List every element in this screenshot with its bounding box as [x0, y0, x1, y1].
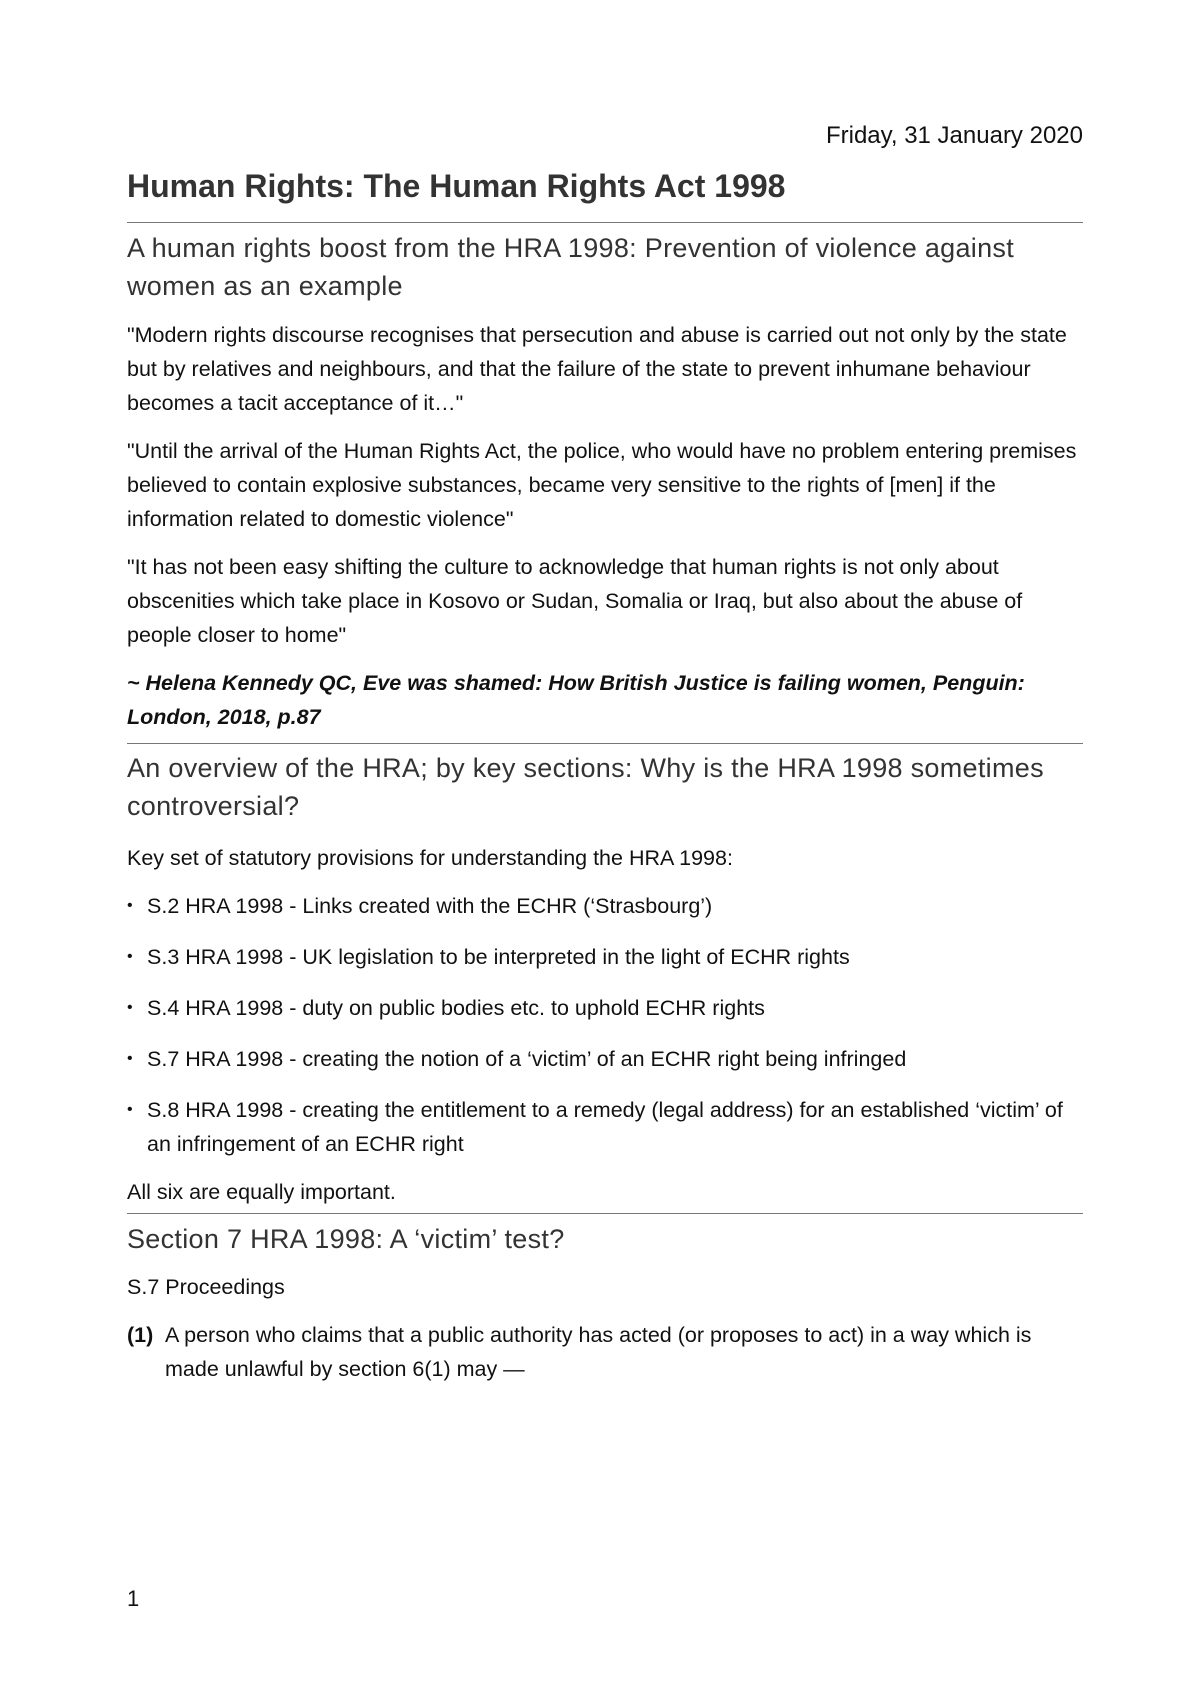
section-heading: Section 7 HRA 1998: A ‘victim’ test?: [127, 1224, 565, 1254]
section-divider: [127, 222, 1083, 223]
document-title: Human Rights: The Human Rights Act 1998: [127, 168, 786, 204]
bullet-icon: •: [127, 948, 133, 965]
section-divider: [127, 743, 1083, 744]
statute-clause: [127, 1318, 1083, 1386]
list-item-text: S.7 HRA 1998 - creating the notion of a ‘victim’ of an ECHR right being infringed: [147, 1047, 907, 1071]
list-item-text: S.8 HRA 1998 - creating the entitlement to a remedy (legal address) for an established ‘victim’ of an infringement of an ECHR right: [147, 1098, 1063, 1156]
list-item: [127, 1093, 1083, 1161]
quote-paragraph: "Modern rights discourse recognises that persecution and abuse is carried out not only by the state but by relatives and neighbours, and that the failure of the state to prevent inhumane behaviour becomes a tacit acceptance of it…": [127, 323, 1067, 415]
section-heading: An overview of the HRA; by key sections: Why is the HRA 1998 sometimes controversial?: [127, 753, 1044, 821]
bullet-icon: •: [127, 999, 133, 1016]
section-victim-test: [127, 1213, 1083, 1386]
list-item: [127, 1042, 1083, 1076]
bullet-icon: •: [127, 1050, 133, 1067]
section-divider: [127, 1213, 1083, 1214]
list-item-text: S.2 HRA 1998 - Links created with the ECHR (‘Strasbourg’): [147, 894, 713, 918]
list-item-text: S.4 HRA 1998 - duty on public bodies etc. to uphold ECHR rights: [147, 996, 765, 1020]
quote-paragraph: "It has not been easy shifting the culture to acknowledge that human rights is not only about obscenities which take place in Kosovo or Sudan, Somalia or Iraq, but also about the abuse of people closer to home": [127, 555, 1023, 647]
bullet-icon: •: [127, 1101, 133, 1118]
clause-number: (1): [127, 1323, 154, 1347]
list-intro: Key set of statutory provisions for understanding the HRA 1998:: [127, 846, 733, 870]
list-item: [127, 991, 1083, 1025]
clause-text: A person who claims that a public authority has acted (or proposes to act) in a way which is made unlawful by section 6(1) may —: [165, 1323, 1032, 1381]
list-closing: All six are equally important.: [127, 1180, 396, 1204]
page-number: 1: [127, 1586, 140, 1611]
subheading: S.7 Proceedings: [127, 1275, 285, 1299]
quote-paragraph: "Until the arrival of the Human Rights Act, the police, who would have no problem entering premises believed to contain explosive substances, became very sensitive to the rights of [men] if the information related to domestic violence": [127, 439, 1077, 531]
list-item: [127, 889, 1083, 923]
bullet-icon: •: [127, 897, 133, 914]
section-heading: A human rights boost from the HRA 1998: Prevention of violence against women as an example: [127, 233, 1015, 301]
list-item-text: S.3 HRA 1998 - UK legislation to be interpreted in the light of ECHR rights: [147, 945, 850, 969]
document-date: Friday, 31 January 2020: [825, 122, 1083, 149]
section-hra-boost: [127, 222, 1083, 734]
provisions-list: [127, 889, 1083, 1161]
section-hra-overview: [127, 743, 1083, 1209]
quote-citation: ~ Helena Kennedy QC, Eve was shamed: How British Justice is failing women, Penguin: London, 2018, p.87: [127, 671, 1025, 729]
list-item: [127, 940, 1083, 974]
